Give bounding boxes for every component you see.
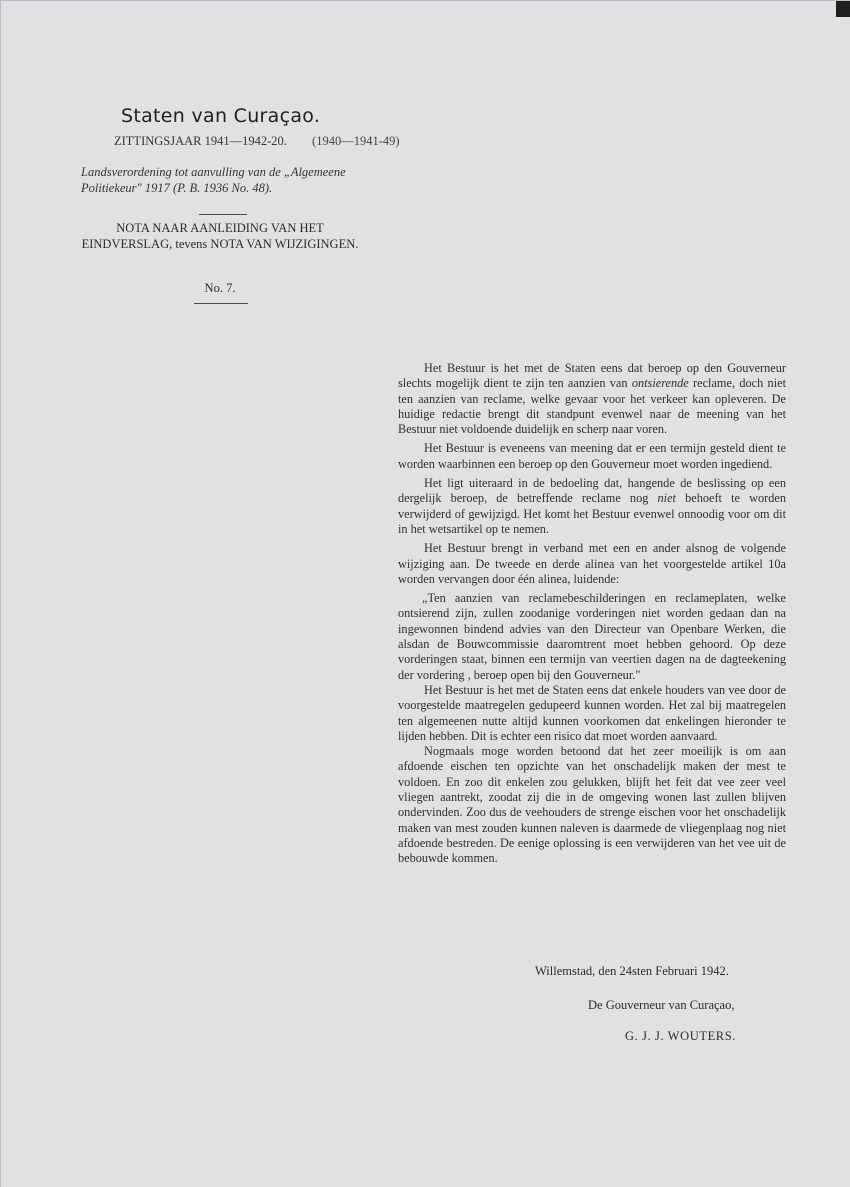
session-year: ZITTINGSJAAR 1941—1942-20. — [114, 134, 287, 148]
paragraph: Het Bestuur brengt in verband met een en ander alsnog de volgende wijziging aan. De tweede en derde alinea van het voorgestelde artikel 10a worden vervangen door één alinea, luidende: — [398, 541, 786, 586]
paragraph: Het ligt uiteraard in de bedoeling dat, hangende de beslissing op een dergelijk beroep, de betreffende reclame nog niet behoeft te worden verwijderd of gewijzigd. Het komt het Bestuur evenwel onnoodig voor om dit in het wetsartikel op te nemen. — [398, 476, 786, 536]
paragraph: Het Bestuur is eveneens van meening dat er een termijn gesteld dient te worden waarbinnen een beroep op den Gouverneur moet worden ingediend. — [398, 441, 786, 471]
corner-mark — [836, 1, 850, 17]
quoted-article: „Ten aanzien van reclamebeschilderingen en reclameplaten, welke ontsierend zijn, zullen zoodanige vorderingen niet worden gedaan dan na ingewonnen bindend advies van den Directeur van Openbare Werken, die alsdan de Bouwcommissie daaromtrent moet hebben gehoord. Op deze vorderingen staat, binnen een termijn van veertien dagen na de dagteekening der vordering , beroep open bij den Gouverneur." — [398, 591, 786, 682]
place-date: Willemstad, den 24sten Februari 1942. — [535, 964, 729, 978]
divider — [194, 303, 248, 304]
divider — [199, 214, 247, 215]
nota-title: NOTA NAAR AANLEIDING VAN HET EINDVERSLAG, tevens NOTA VAN WIJZIGINGEN. — [81, 221, 359, 251]
signatory-role: De Gouverneur van Curaçao, — [588, 998, 735, 1012]
paragraph: Het Bestuur is het met de Staten eens dat enkele houders van vee door de voorgestelde maatregelen gedupeerd kunnen worden. Het zal bij maatregelen ten algemeenen nutte altijd kunnen voorkomen dat enkelingen hieronder te lijden hebben. Dit is echter een risico dat moet worden aanvaard. — [398, 682, 786, 743]
session-previous: (1940—1941-49) — [312, 134, 400, 148]
session-line — [114, 134, 464, 149]
paragraph: Het Bestuur is het met de Staten eens dat beroep op den Gouverneur slechts mogelijk dient te zijn ten aanzien van ontsierende reclame, doch niet ten aanzien van reclame, welke gevaar voor het verkeer kan opleveren. De huidige redactie brengt dit standpunt evenwel naar de meening van het Bestuur niet voldoende duidelijk en scherp naar voren. — [398, 361, 786, 437]
emphasis: niet — [657, 491, 676, 506]
subject: Landsverordening tot aanvulling van de „Algemeene Politiekeur" 1917 (P. B. 1936 No. 48). — [81, 165, 346, 195]
body-text — [398, 361, 786, 867]
signatory-name: G. J. J. WOUTERS. — [625, 1029, 737, 1043]
page-title: Staten van Curaçao. — [121, 105, 321, 127]
paragraph: Nogmaals moge worden betoond dat het zeer moeilijk is om aan afdoende eischen ten opzichte van het onschadelijk maken der mest te voldoen. En zoo dit enkelen zou gelukken, blijft het feit dat vee zeer veel vliegen aantrekt, zoodat zij die in de omgeving wonen last zullen blijven ondervinden. Zoo dus de veehouders de strenge eischen voor het onschadelijk maken van mest zouden kunnen naleven is daarmede de vliegenplaag nog niet afdoende bestreden. De eenige oplossing is een verwijderen van het vee uit de bebouwde kommen. — [398, 744, 786, 866]
emphasis: ontsierende — [631, 376, 689, 391]
document-number: No. 7. — [204, 281, 236, 295]
